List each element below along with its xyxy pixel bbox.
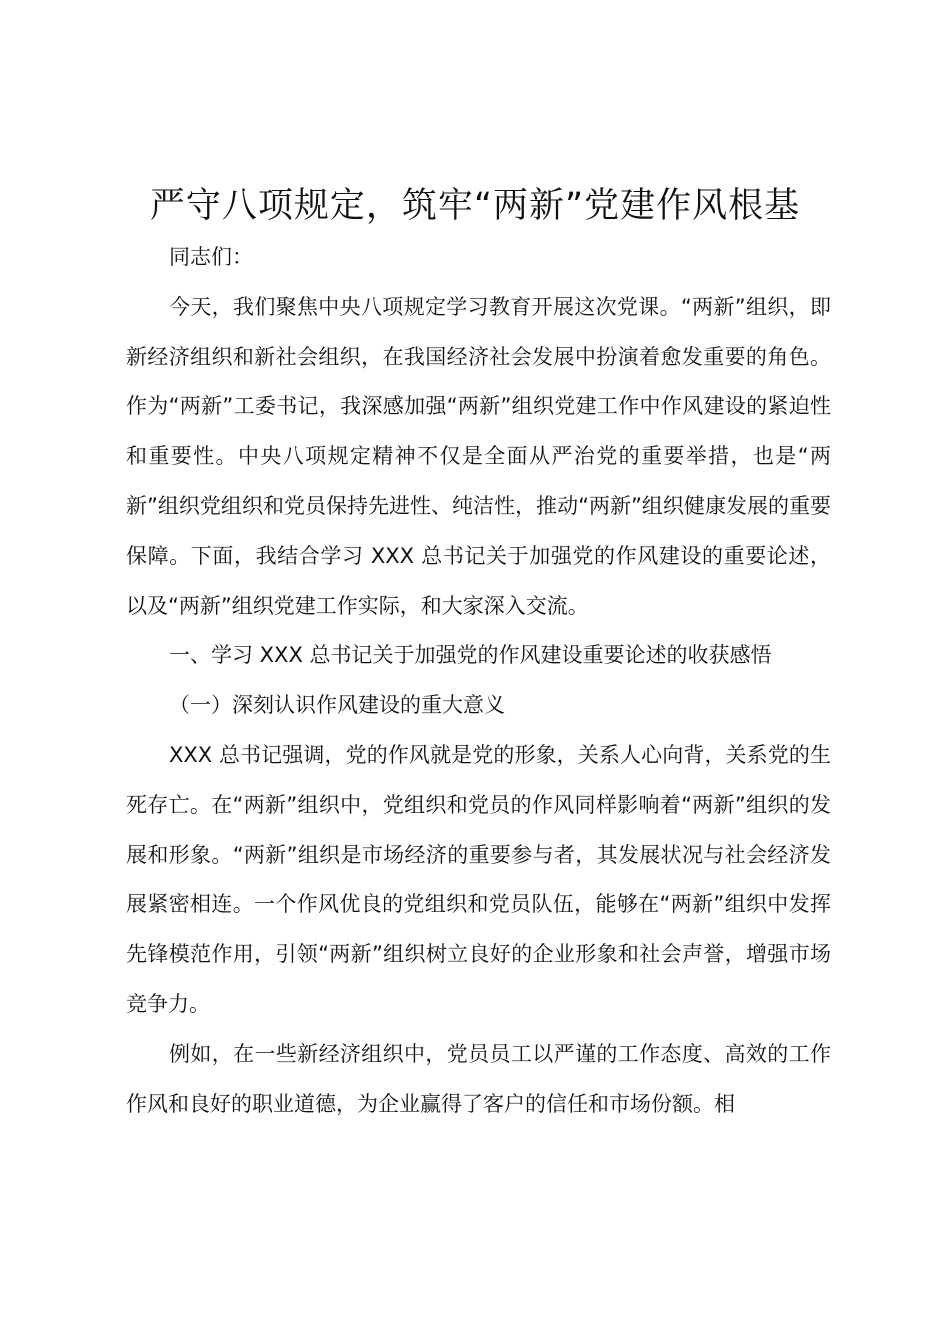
- section-heading: 一、学习 XXX 总书记关于加强党的作风建设重要论述的收获感悟: [169, 643, 772, 668]
- paragraph-significance: XXX 总书记强调，党的作风就是党的形象，关系人心向背，关系党的生死存亡。在“两新”组织中，党组织和党员的作风同样影响着“两新”组织的发展和形象。“两新”组织是市场经济的重要参与者，其发展状况与社会经济发展紧密相连。一个作风优良的党组织和党员队伍，能够在“两新”组织中发挥先锋模范作用，引领“两新”组织树立良好的企业形象和社会声誉，增强市场竞争力。: [126, 742, 831, 1016]
- paragraph-intro: 今天，我们聚焦中央八项规定学习教育开展这次党课。“两新”组织，即新经济组织和新社会组织，在我国经济社会发展中扮演着愈发重要的角色。作为“两新”工委书记，我深感加强“两新”组织党建工作中作风建设的紧迫性和重要性。中央八项规定精神不仅是全面从严治党的重要举措，也是“两新”组织党组织和党员保持先进性、纯洁性，推动“两新”组织健康发展的重要保障。下面，我结合学习 XXX 总书记关于加强党的作风建设的重要论述，以及“两新”组织党建工作实际，和大家深入交流。: [126, 294, 831, 618]
- subsection-heading: （一）深刻认识作风建设的重大意义: [169, 693, 505, 718]
- salutation: 同志们：: [169, 245, 253, 269]
- paragraph-example: 例如，在一些新经济组织中，党员员工以严谨的工作态度、高效的工作作风和良好的职业道德，为企业赢得了客户的信任和市场份额。相: [126, 1041, 831, 1116]
- document-title: 严守八项规定，筑牢“两新”党建作风根基: [149, 186, 801, 226]
- document-body: [126, 233, 831, 1129]
